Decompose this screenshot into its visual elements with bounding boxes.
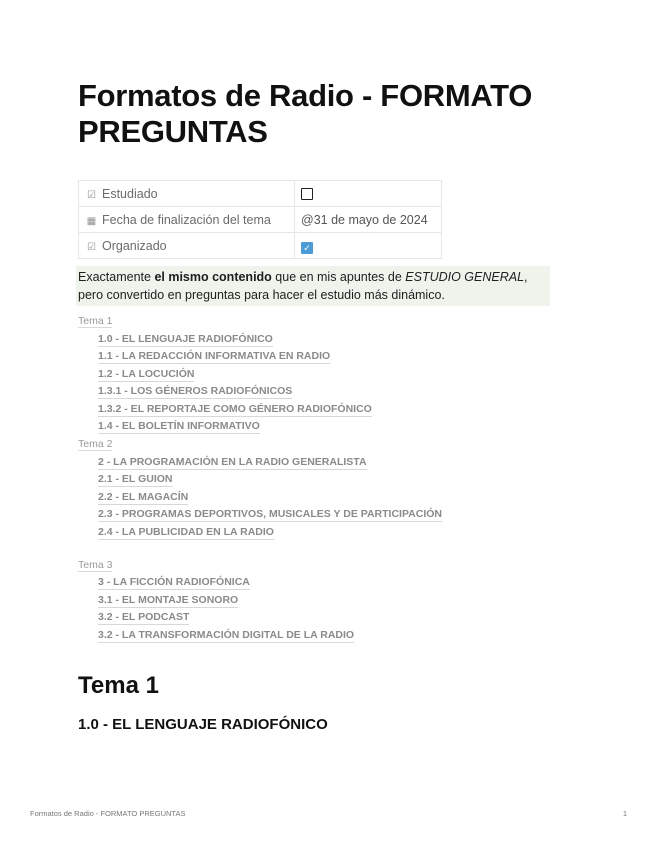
footer-title: Formatos de Radio - FORMATO PREGUNTAS: [30, 809, 186, 818]
property-key: [79, 181, 295, 207]
property-value[interactable]: [295, 181, 442, 207]
callout-text: Exactamente: [78, 270, 155, 284]
table-of-contents: [78, 313, 558, 644]
page-title: Formatos de Radio - FORMATO PREGUNTAS: [78, 78, 533, 149]
property-value[interactable]: [295, 233, 442, 259]
heading-lenguaje-radiofonico: 1.0 - EL LENGUAJE RADIOFÓNICO: [78, 716, 328, 733]
callout-block: [76, 266, 550, 306]
properties-table: [78, 180, 442, 259]
date-value[interactable]: @31 de mayo de 2024: [295, 207, 442, 233]
toc-item[interactable]: 2.2 - EL MAGACÍN: [98, 490, 189, 503]
property-label: Organizado: [102, 238, 167, 253]
toc-item[interactable]: 3.2 - EL PODCAST: [98, 611, 190, 624]
estudiado-checkbox[interactable]: [301, 188, 313, 200]
toc-item[interactable]: 3.1 - EL MONTAJE SONORO: [98, 593, 239, 606]
property-key: [79, 233, 295, 259]
calendar-property-icon: ▦: [86, 215, 97, 227]
checkbox-property-icon: ☑: [87, 241, 96, 253]
page-number: 1: [622, 809, 627, 818]
checkbox-property-icon: ☑: [87, 189, 96, 201]
toc-section-tema-1[interactable]: Tema 1: [78, 315, 113, 327]
toc-item[interactable]: 1.1 - LA REDACCIÓN INFORMATIVA EN RADIO: [98, 350, 331, 363]
toc-section-tema-2[interactable]: Tema 2: [78, 438, 113, 451]
toc-item[interactable]: 1.3.2 - EL REPORTAJE COMO GÉNERO RADIOFÓNICO: [98, 402, 372, 415]
toc-item[interactable]: 3 - LA FICCIÓN RADIOFÓNICA: [98, 576, 250, 589]
toc-item[interactable]: 1.4 - EL BOLETÍN INFORMATIVO: [98, 420, 260, 433]
property-label: Estudiado: [102, 186, 158, 201]
property-row-fecha: [79, 207, 442, 233]
callout-text: que en mis apuntes de: [271, 270, 406, 284]
property-row-organizado: [79, 233, 442, 259]
toc-item[interactable]: 2 - LA PROGRAMACIÓN EN LA RADIO GENERALISTA: [98, 455, 367, 468]
toc-item[interactable]: 2.3 - PROGRAMAS DEPORTIVOS, MUSICALES Y DE PARTICIPACIÓN: [98, 508, 443, 521]
toc-item[interactable]: 1.0 - EL LENGUAJE RADIOFÓNICO: [98, 332, 273, 345]
callout-italic: ESTUDIO GENERAL: [405, 270, 525, 284]
toc-item[interactable]: 1.2 - LA LOCUCIÓN: [98, 367, 195, 380]
callout-bold: el mismo contenido: [154, 270, 272, 284]
toc-item[interactable]: 1.3.1 - LOS GÉNEROS RADIOFÓNICOS: [98, 385, 293, 398]
callout-text: , pero convertido en preguntas para hacer el estudio más dinámico.: [78, 270, 528, 302]
property-key: [79, 207, 295, 233]
toc-section-tema-3[interactable]: Tema 3: [78, 558, 113, 571]
property-label: Fecha de finalización del tema: [102, 212, 271, 227]
toc-item[interactable]: 2.1 - EL GUION: [98, 473, 173, 486]
organizado-checkbox-checked[interactable]: ✓: [301, 242, 313, 254]
heading-tema-1: Tema 1: [78, 672, 159, 699]
property-row-estudiado: [79, 181, 442, 207]
toc-spacer: [78, 542, 558, 557]
toc-item[interactable]: 2.4 - LA PUBLICIDAD EN LA RADIO: [98, 525, 274, 538]
toc-item[interactable]: 3.2 - LA TRANSFORMACIÓN DIGITAL DE LA RADIO: [98, 628, 355, 641]
